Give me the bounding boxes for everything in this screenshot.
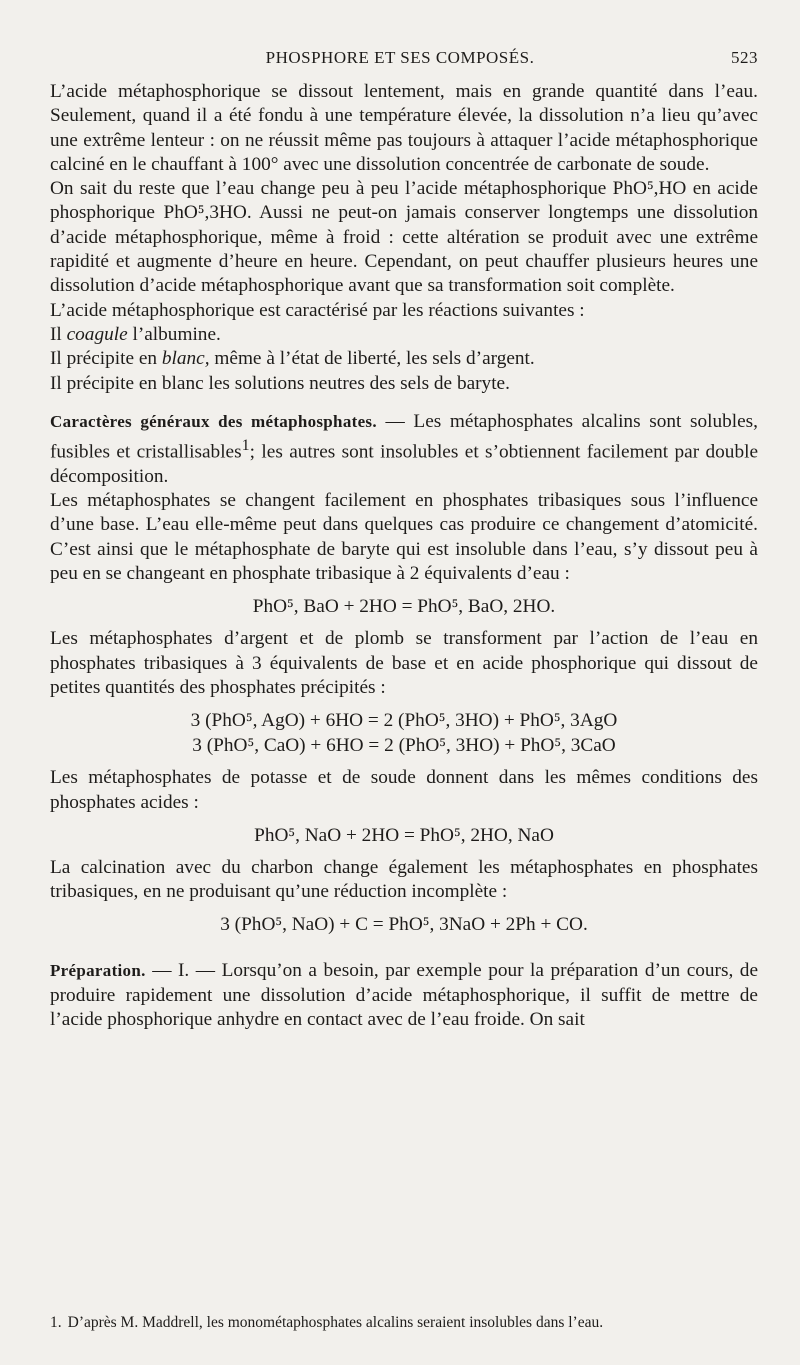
emphasis-coagule: coagule — [66, 323, 128, 345]
section-heading-preparation: Préparation. — [50, 961, 146, 981]
formula-block-argent — [50, 708, 758, 758]
paragraph-calcination: La calcination avec du charbon change également les métaphosphates en phosphates tribasiques, en ne produisant qu’une réduction incomplète : — [50, 856, 758, 903]
formula-block-soude — [50, 823, 758, 848]
paragraph-solubility: L’acide métaphosphorique se dissout lentement, mais en grande quantité dans l’eau. Seulement, quand il a été fondu à une température élevée, la dissolution n’a lieu qu’avec une extrême lenteur : on ne réussit même pas toujours à attaquer l’acide métaphosphorique calciné en le chauffant à 100° avec une dissolution concentrée de carbonate de soude. — [50, 81, 758, 175]
paragraph-preparation: Préparation. — I. — Lorsqu’on a besoin, par exemple pour la préparation d’un cours, de produire rapidement une dissolution d’acide métaphosphorique, il suffit de mettre de l’acide phosphorique anhydre en contact avec de l’eau froide. On sait — [50, 960, 758, 1031]
formula-block-baryte — [50, 594, 758, 619]
paragraph-argent: Il précipite en blanc, même à l’état de liberté, les sels d’argent. — [50, 348, 535, 370]
paragraph-albumine: Il coagule l’albumine. — [50, 323, 221, 345]
footnote-ref: 1 — [241, 437, 250, 455]
footnote-number: 1. — [50, 1314, 62, 1331]
formula: PhO⁵, NaO + 2HO = PhO⁵, 2HO, NaO — [254, 824, 554, 846]
body-text — [50, 80, 758, 1032]
header-title: PHOSPHORE ET SES COMPOSÉS. — [265, 48, 535, 67]
formula: PhO⁵, BaO + 2HO = PhO⁵, BaO, 2HO. — [252, 596, 556, 618]
section-heading-caracteres: Caractères généraux des métaphosphates. — [50, 411, 377, 431]
paragraph-base-change: Les métaphosphates se changent facilement en phosphates tribasiques sous l’influence d’une base. L’eau elle-même peut dans quelques cas produire ce changement d’atomicité. C’est ainsi que le métaphosphate de baryte qui est insoluble dans l’eau, s’y dissout peu à peu en se changeant en phosphate tribasique à 2 équivalents d’eau : — [50, 490, 758, 585]
paragraph-caracteres: Caractères généraux des métaphosphates. — Les métaphosphates alcalins sont solubles, fusibles et cristallisables$^1$; les autres sont insolubles et s’obtiennent facilement par double décomposition. — [50, 410, 758, 487]
formula: 3 (PhO⁵, NaO) + C = PhO⁵, 3NaO + 2Ph + CO. — [220, 914, 588, 936]
paragraph-water-change: On sait du reste que l’eau change peu à peu l’acide métaphosphorique PhO⁵,HO en acide phosphorique PhO⁵,3HO. Aussi ne peut-on jamais conserver longtemps une dissolution d’acide métaphosphorique, même à froid : cette altération se produit avec une extrême rapidité et augmente d’heure en heure. Cependant, on peut chauffer plusieurs heures une dissolution d’acide métaphosphorique avant que sa transformation soit complète. — [50, 178, 758, 297]
paragraph-reactions-intro: L’acide métaphosphorique est caractérisé par les réactions suivantes : — [50, 299, 585, 321]
emphasis-blanc: blanc, — [161, 348, 210, 370]
running-header — [0, 48, 800, 72]
formula: 3 (PhO⁵, AgO) + 6HO = 2 (PhO⁵, 3HO) + PhO⁵, 3AgO — [190, 710, 618, 732]
footnote-text: D’après M. Maddrell, les monométaphosphates alcalins seraient insolubles dans l’eau. — [67, 1314, 604, 1331]
paragraph-potasse-soude: Les métaphosphates de potasse et de soude donnent dans les mêmes conditions des phosphates acides : — [50, 767, 758, 813]
formula: 3 (PhO⁵, CaO) + 6HO = 2 (PhO⁵, 3HO) + PhO⁵, 3CaO — [192, 735, 616, 757]
paragraph-baryte: Il précipite en blanc les solutions neutres des sels de baryte. — [50, 372, 510, 394]
page-number: 523 — [731, 48, 758, 67]
paragraph-argent-plomb: Les métaphosphates d’argent et de plomb se transforment par l’action de l’eau en phosphates tribasiques à 3 équivalents de base et en acide phosphorique qui dissout de petites quantités des phosphates précipités : — [50, 628, 758, 698]
footnote — [50, 1313, 758, 1333]
formula-block-calcination — [50, 912, 758, 937]
